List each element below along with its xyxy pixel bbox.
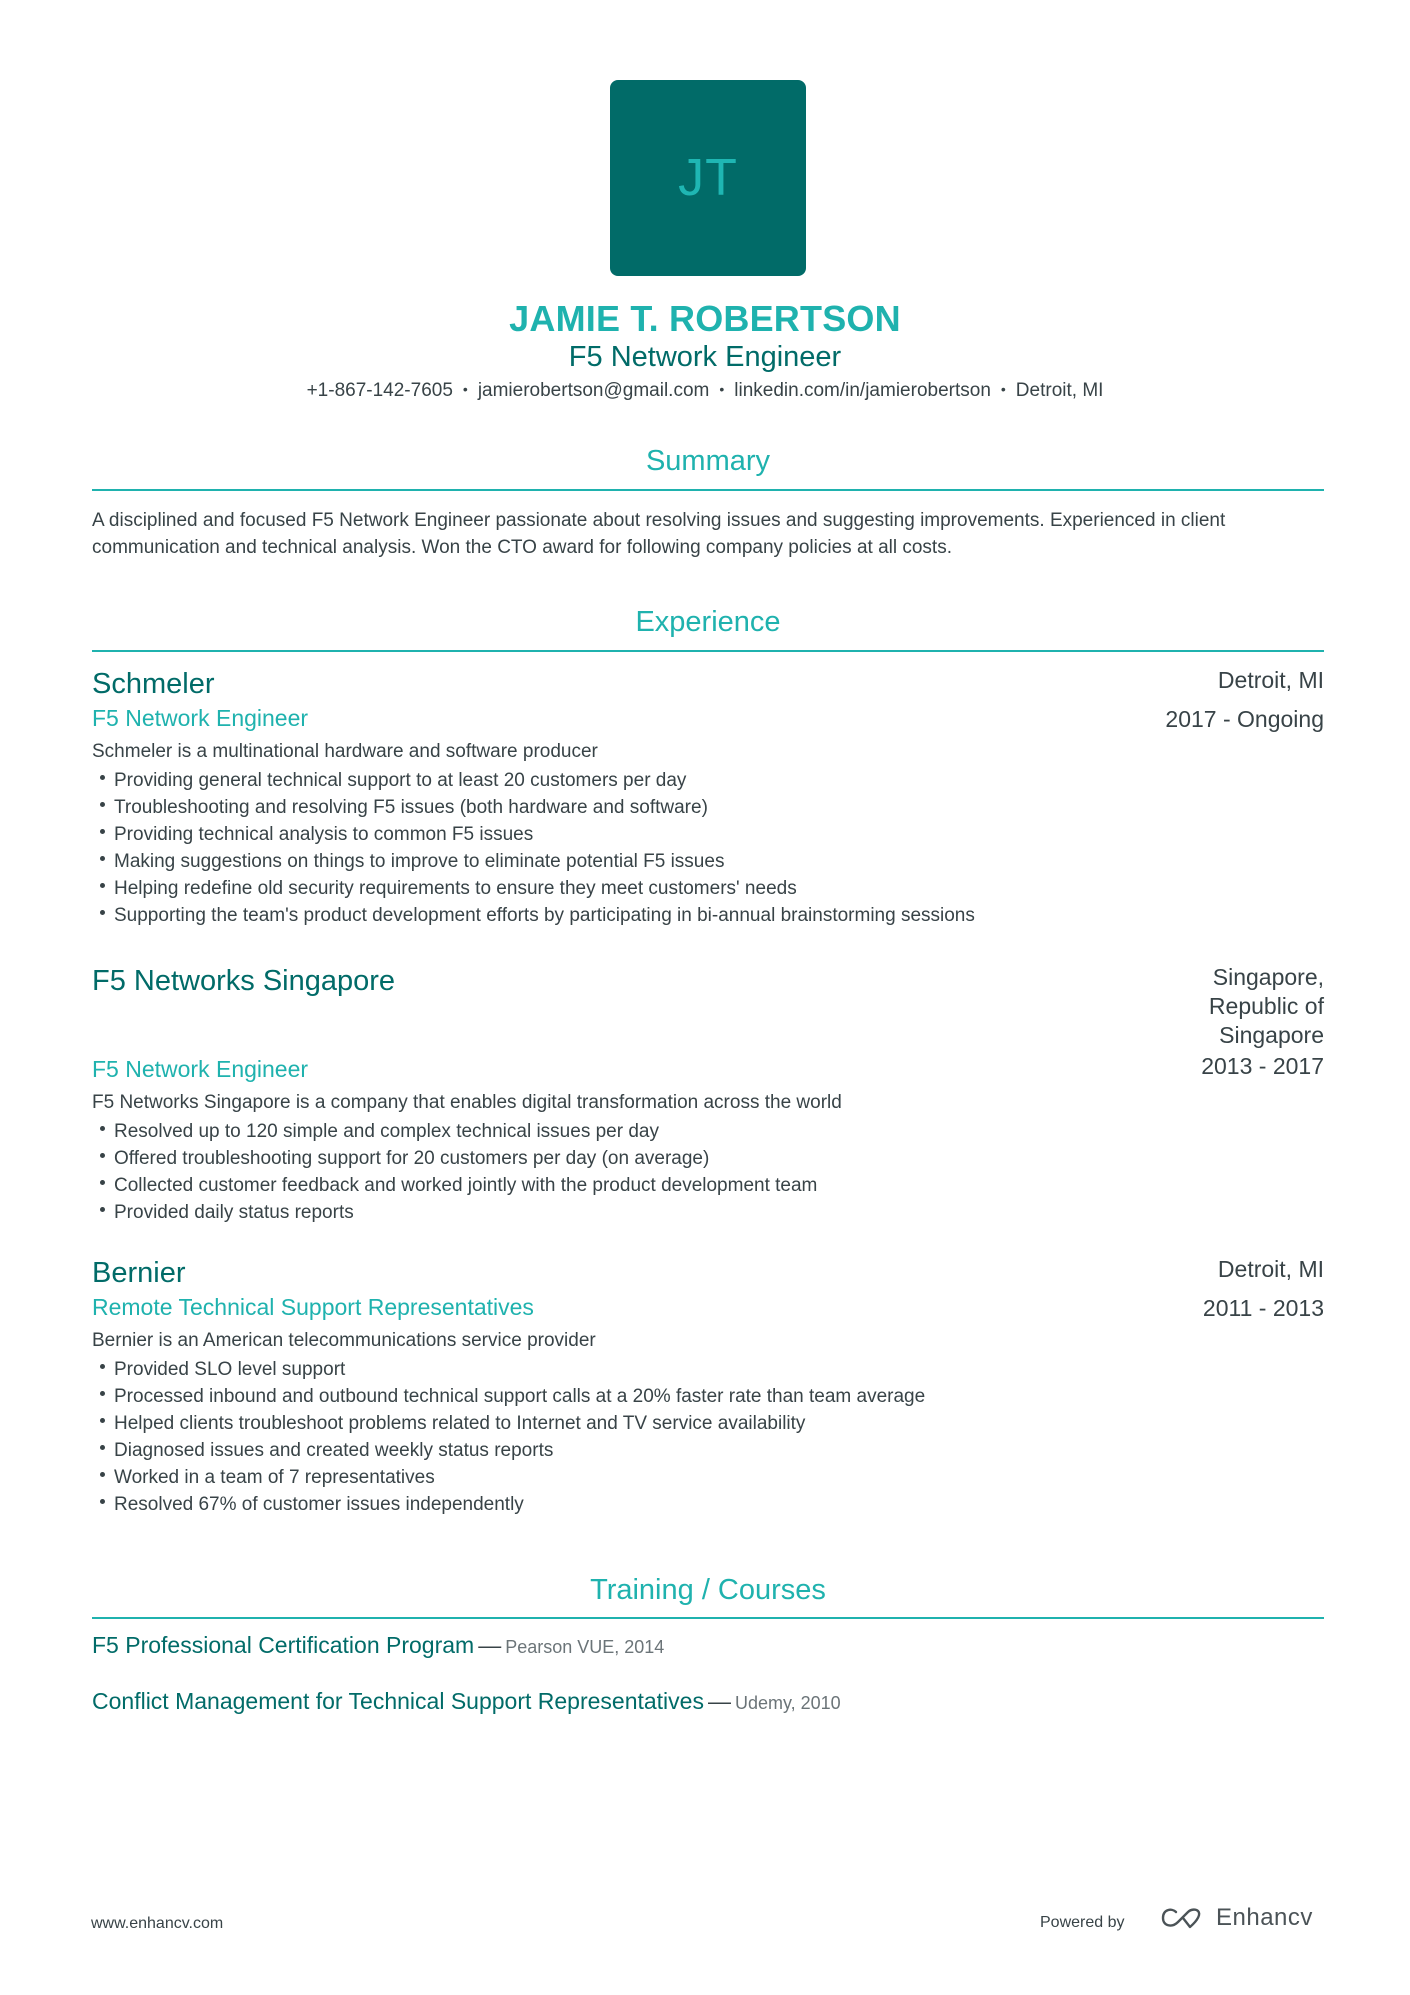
linkedin-link[interactable]: linkedin.com/in/jamierobertson (734, 380, 991, 401)
bullet-item: Providing general technical support to at least 20 customers per day (92, 767, 1324, 794)
bullet-item: Resolved up to 120 simple and complex technical issues per day (92, 1118, 1324, 1145)
email-link[interactable]: jamierobertson@gmail.com (477, 380, 710, 401)
experience-entry (92, 666, 1324, 929)
bullet-item: Helped clients troubleshoot problems related to Internet and TV service availability (92, 1410, 1324, 1437)
company-name: F5 Networks Singapore (92, 965, 396, 997)
section-divider (92, 489, 1324, 491)
section-divider (92, 650, 1324, 652)
bullet-list (92, 1118, 1324, 1226)
company-description: Bernier is an American telecommunications service provider (92, 1330, 596, 1351)
candidate-title: F5 Network Engineer (568, 341, 842, 373)
job-dates: 2011 - 2013 (1202, 1295, 1324, 1321)
job-location-line: Singapore (1219, 1022, 1324, 1048)
bullet-item: Helping redefine old security requirements to ensure they meet customers' needs (92, 875, 1324, 902)
bullet-list (92, 1356, 1324, 1518)
dash: — (478, 1632, 502, 1658)
bullet-item: Diagnosed issues and created weekly status reports (92, 1437, 1324, 1464)
bullet-item: Providing technical analysis to common F5 issues (92, 821, 1324, 848)
bullet-item: Making suggestions on things to improve to eliminate potential F5 issues (92, 848, 1324, 875)
company-name: Schmeler (92, 668, 215, 700)
summary-text: A disciplined and focused F5 Network Engineer passionate about resolving issues and suggesting improvements. Experienced in client communication and technical analysis. Won the CTO award for following company policies at all costs. (92, 510, 1226, 558)
company-name: Bernier (92, 1257, 186, 1289)
section-divider (92, 1617, 1324, 1619)
location: Detroit, MI (1015, 380, 1104, 401)
separator: • (719, 381, 725, 397)
bullet-item: Supporting the team's product development efforts by participating in bi-annual brainstorming sessions (92, 902, 1324, 929)
company-description: Schmeler is a multinational hardware and software producer (92, 741, 598, 762)
course-name: F5 Professional Certification Program (92, 1632, 475, 1658)
avatar-initials: JT (678, 149, 738, 207)
separator: • (1000, 381, 1006, 397)
course-item (92, 1632, 664, 1659)
separator: • (462, 381, 468, 397)
course-meta: Pearson VUE, 2014 (505, 1637, 665, 1657)
bullet-list (92, 767, 1324, 929)
avatar (610, 80, 806, 276)
job-role: Remote Technical Support Representatives (92, 1294, 534, 1320)
job-dates: 2013 - 2017 (1201, 1053, 1324, 1079)
bullet-item: Collected customer feedback and worked jointly with the product development team (92, 1172, 1324, 1199)
course-name: Conflict Management for Technical Support Representatives (92, 1688, 704, 1714)
brand-name: Enhancv (1216, 1904, 1313, 1931)
bullet-item: Resolved 67% of customer issues independently (92, 1491, 1324, 1518)
footer-url-link[interactable]: www.enhancv.com (91, 1915, 224, 1932)
bullet-item: Offered troubleshooting support for 20 customers per day (on average) (92, 1145, 1324, 1172)
phone: +1-867-142-7605 (306, 380, 453, 401)
powered-by-label: Powered by (1040, 1914, 1125, 1931)
job-location: Detroit, MI (1217, 1256, 1324, 1282)
course-item (92, 1688, 841, 1715)
job-meta (1203, 1255, 1324, 1324)
bullet-item: Provided SLO level support (92, 1356, 1324, 1383)
brand-link[interactable] (1160, 1904, 1313, 1932)
bullet-item: Worked in a team of 7 representatives (92, 1464, 1324, 1491)
experience-entry (92, 963, 1324, 1226)
candidate-name: JAMIE T. ROBERTSON (509, 298, 901, 339)
experience-entry (92, 1255, 1324, 1518)
course-meta: Udemy, 2010 (734, 1693, 841, 1713)
bullet-item: Provided daily status reports (92, 1199, 1324, 1226)
contact-info (0, 380, 1410, 402)
job-location-line: Singapore, (1212, 964, 1324, 990)
section-title-training: Training / Courses (590, 1574, 826, 1606)
bullet-item: Processed inbound and outbound technical support calls at a 20% faster rate than team average (92, 1383, 1324, 1410)
enhancv-logo-icon (1160, 1906, 1206, 1930)
section-title-summary: Summary (645, 445, 771, 477)
job-location-line: Republic of (1208, 993, 1324, 1019)
section-title-experience: Experience (635, 606, 781, 638)
job-dates: 2017 - Ongoing (1165, 706, 1324, 732)
job-role: F5 Network Engineer (92, 705, 309, 731)
job-meta (1201, 963, 1324, 1082)
job-location: Detroit, MI (1217, 667, 1324, 693)
dash: — (707, 1688, 731, 1714)
job-role: F5 Network Engineer (92, 1056, 309, 1082)
bullet-item: Troubleshooting and resolving F5 issues (both hardware and software) (92, 794, 1324, 821)
job-meta (1165, 666, 1324, 735)
company-description: F5 Networks Singapore is a company that enables digital transformation across the world (92, 1092, 842, 1113)
